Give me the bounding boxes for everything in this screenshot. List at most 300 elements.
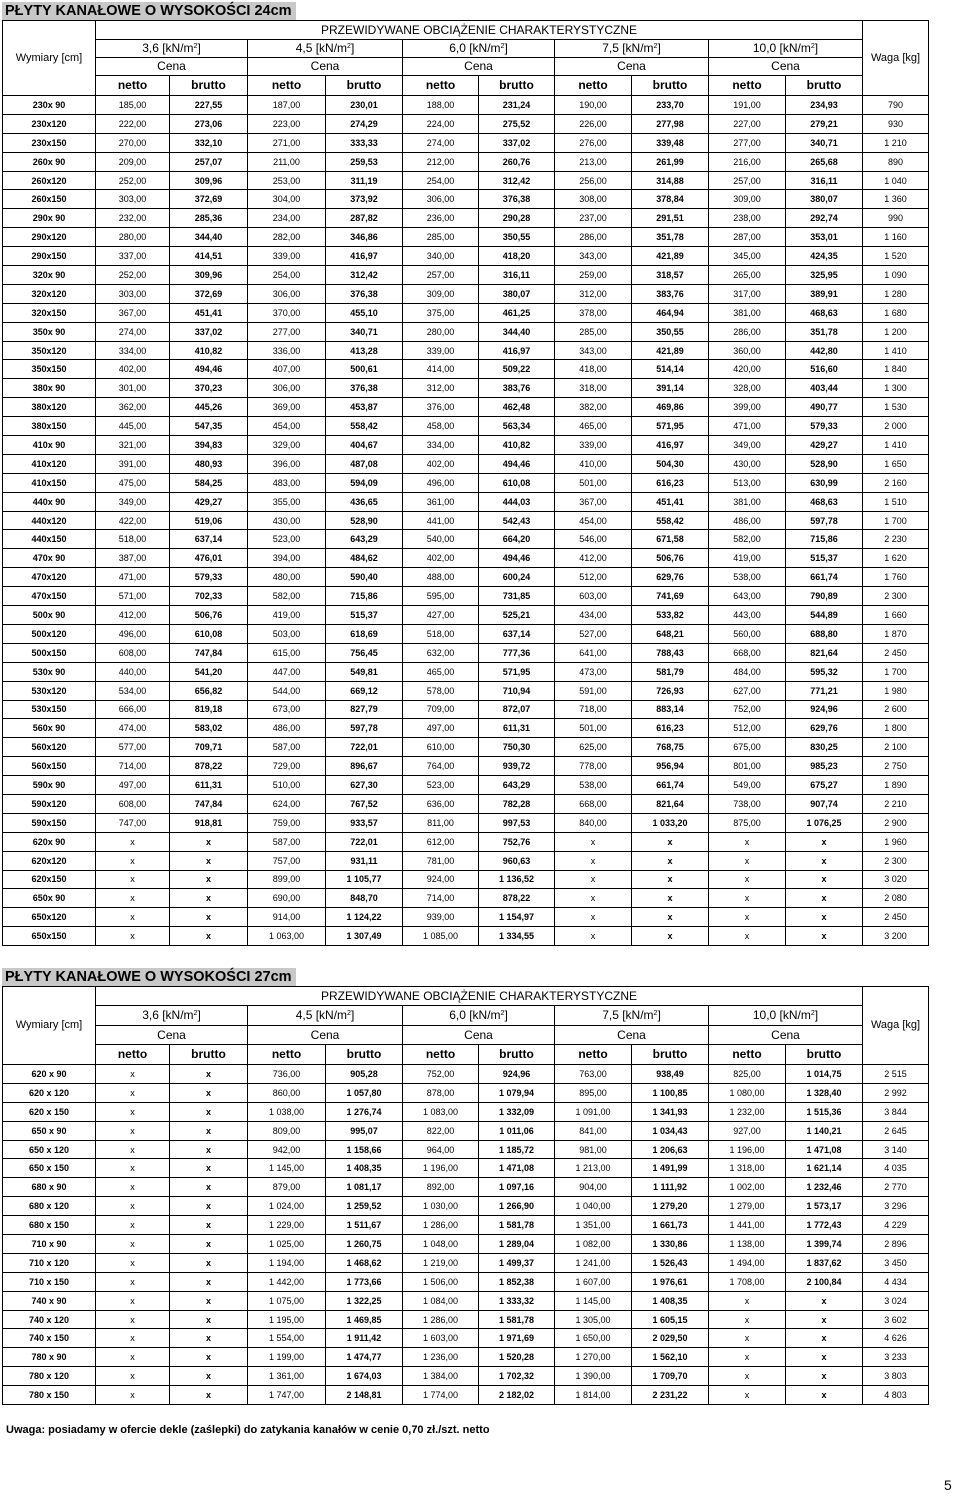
price-cell: 690,00 [248,889,326,908]
price-cell: 497,00 [403,719,479,738]
price-cell: 480,00 [248,568,326,587]
load-group-header [96,1006,248,1026]
price-cell: 373,92 [326,190,403,209]
price-cell: 1 773,66 [326,1272,403,1291]
price-cell: 627,30 [326,776,403,795]
price-cell: 778,00 [555,757,632,776]
price-cell: 403,44 [786,379,863,398]
price-cell: 301,00 [96,379,170,398]
price-cell: 1 002,00 [709,1178,786,1197]
price-cell: 752,00 [403,1065,479,1084]
dimension-cell: 560x 90 [3,719,96,738]
price-cell: 501,00 [555,473,632,492]
price-cell: 223,00 [248,114,326,133]
price-cell: 380,07 [479,284,555,303]
price-cell: 515,37 [326,606,403,625]
price-cell: 261,99 [632,152,709,171]
price-cell: x [170,889,248,908]
price-cell: 722,01 [326,738,403,757]
price-cell: 418,20 [479,247,555,266]
table-row [3,398,929,417]
price-cell: 1 399,74 [786,1235,863,1254]
section-title-24cm: PŁYTY KANAŁOWE O WYSOKOŚCI 24cm [2,2,296,20]
load-group-label: 3,6 [kN/m [142,1008,194,1022]
table-row [3,738,929,757]
dimension-cell: 290x120 [3,228,96,247]
price-cell: 279,21 [786,114,863,133]
load-group-close: ] [814,1008,819,1022]
price-cell: 1 661,73 [632,1216,709,1235]
price-cell: 750,30 [479,738,555,757]
price-cell: 339,48 [632,133,709,152]
price-cell: 1 351,00 [555,1216,632,1235]
price-cell: 764,00 [403,757,479,776]
price-cell: 224,00 [403,114,479,133]
price-cell: 337,00 [96,247,170,266]
table-row [3,209,929,228]
price-cell: 741,69 [632,587,709,606]
netto-header: netto [248,1045,326,1065]
table-row [3,96,929,115]
price-cell: 285,36 [170,209,248,228]
dimension-cell: 380x150 [3,417,96,436]
load-group-label: 7,5 [kN/m [602,1008,654,1022]
price-cell: 546,00 [555,530,632,549]
load-group-close: ] [197,1008,201,1022]
price-cell: 1 038,00 [248,1102,326,1121]
price-cell: x [786,927,863,946]
weight-cell: 1 510 [863,492,929,511]
price-cell: 312,42 [326,266,403,285]
price-cell: 673,00 [248,700,326,719]
price-cell: 321,00 [96,436,170,455]
price-cell: x [170,870,248,889]
price-cell: 370,23 [170,379,248,398]
price-cell: 410,82 [479,436,555,455]
price-cell: 312,42 [479,171,555,190]
price-cell: 777,36 [479,643,555,662]
price-cell: 434,00 [555,606,632,625]
price-cell: 317,00 [709,284,786,303]
table-row [3,303,929,322]
price-cell: 259,00 [555,266,632,285]
load-group-header [403,40,555,58]
price-cell: 1 195,00 [248,1310,326,1329]
table-row [3,530,929,549]
price-cell: 878,22 [170,757,248,776]
dimension-cell: 620x150 [3,870,96,889]
price-cell: x [96,1216,170,1235]
price-cell: 1 097,16 [479,1178,555,1197]
price-cell: 381,00 [709,492,786,511]
weight-cell: 4 434 [863,1272,929,1291]
price-cell: 1 124,22 [326,908,403,927]
price-cell: 875,00 [709,813,786,832]
price-cell: 534,00 [96,681,170,700]
price-cell: 337,02 [479,133,555,152]
price-cell: 376,38 [326,379,403,398]
price-cell: x [709,1367,786,1386]
price-cell: 1 390,00 [555,1367,632,1386]
price-cell: x [170,1140,248,1159]
weight-cell: 1 980 [863,681,929,700]
price-cell: x [170,1121,248,1140]
price-cell: 1 289,04 [479,1235,555,1254]
table-row [3,266,929,285]
price-cell: 942,00 [248,1140,326,1159]
table-row [3,171,929,190]
price-cell: 1 674,03 [326,1367,403,1386]
price-cell: 1 814,00 [555,1386,632,1405]
price-cell: 486,00 [248,719,326,738]
price-cell: 259,53 [326,152,403,171]
load-group-header [96,40,248,58]
price-cell: 367,00 [555,492,632,511]
price-cell: x [786,1310,863,1329]
price-cell: 361,00 [403,492,479,511]
table-row [3,776,929,795]
price-cell: x [170,1065,248,1084]
price-cell: x [96,1197,170,1216]
price-cell: 1 075,00 [248,1291,326,1310]
price-cell: 292,74 [786,209,863,228]
price-cell: 781,00 [403,851,479,870]
table-row [3,624,929,643]
dimension-cell: 650x120 [3,908,96,927]
price-cell: 343,00 [555,247,632,266]
dimension-cell: 620 x 90 [3,1065,96,1084]
price-cell: 265,68 [786,152,863,171]
price-cell: 1 330,86 [632,1235,709,1254]
price-cell: 618,69 [326,624,403,643]
price-header: Cena [403,1026,555,1045]
price-cell: 231,24 [479,96,555,115]
table-row [3,341,929,360]
price-cell: 1 091,00 [555,1102,632,1121]
price-cell: x [96,889,170,908]
price-cell: 191,00 [709,96,786,115]
weight-cell: 1 620 [863,549,929,568]
table-row [3,889,929,908]
price-cell: 985,23 [786,757,863,776]
price-cell: 1 138,00 [709,1235,786,1254]
price-cell: 1 276,74 [326,1102,403,1121]
price-cell: 350,55 [479,228,555,247]
unit-exponent: 2 [500,43,505,50]
price-cell: 276,00 [555,133,632,152]
table-row [3,454,929,473]
table-row [3,1140,929,1159]
price-cell: 416,97 [479,341,555,360]
price-cell: 907,74 [786,794,863,813]
weight-cell: 3 140 [863,1140,929,1159]
price-cell: 541,20 [170,662,248,681]
price-cell: 309,96 [170,171,248,190]
weight-cell: 3 233 [863,1348,929,1367]
price-cell: 841,00 [555,1121,632,1140]
price-cell: 445,26 [170,398,248,417]
price-cell: 1 702,32 [479,1367,555,1386]
weight-cell: 2 450 [863,908,929,927]
price-cell: 610,08 [170,624,248,643]
price-cell: 257,00 [709,171,786,190]
table-row [3,1291,929,1310]
price-cell: 402,00 [96,360,170,379]
price-cell: 549,00 [709,776,786,795]
price-header: Cena [248,1026,403,1045]
price-cell: x [170,1197,248,1216]
price-cell: 462,48 [479,398,555,417]
price-cell: 376,38 [326,284,403,303]
price-cell: 346,86 [326,228,403,247]
dimension-cell: 440x150 [3,530,96,549]
price-cell: 709,00 [403,700,479,719]
price-cell: 688,80 [786,624,863,643]
load-group-close: ] [657,1008,661,1022]
price-cell: 515,37 [786,549,863,568]
price-cell: 290,28 [479,209,555,228]
dimension-cell: 500x120 [3,624,96,643]
price-cell: 394,83 [170,436,248,455]
price-cell: 1 084,00 [403,1291,479,1310]
dimension-cell: 710 x 120 [3,1253,96,1272]
price-cell: x [170,1272,248,1291]
price-cell: 227,00 [709,114,786,133]
price-cell: 636,00 [403,794,479,813]
table-row [3,1083,929,1102]
price-cell: x [786,1348,863,1367]
price-cell: 542,43 [479,511,555,530]
unit-exponent: 2 [500,1010,505,1017]
dimension-cell: 710 x 150 [3,1272,96,1291]
price-cell: 226,00 [555,114,632,133]
price-cell: 709,71 [170,738,248,757]
price-cell: 260,76 [479,152,555,171]
netto-header: netto [403,76,479,96]
price-cell: 763,00 [555,1065,632,1084]
load-group-header [248,40,403,58]
price-cell: 404,67 [326,436,403,455]
price-cell: 416,97 [632,436,709,455]
weight-cell: 1 700 [863,662,929,681]
price-cell: 285,00 [403,228,479,247]
price-cell: 883,14 [632,700,709,719]
weight-cell: 1 840 [863,360,929,379]
price-cell: 303,00 [96,284,170,303]
price-cell: 608,00 [96,794,170,813]
dimension-cell: 780 x 90 [3,1348,96,1367]
unit-exponent: 2 [653,43,658,50]
price-cell: 726,93 [632,681,709,700]
price-cell: 768,75 [632,738,709,757]
price-cell: x [170,1348,248,1367]
price-cell: 540,00 [403,530,479,549]
price-cell: 484,62 [326,549,403,568]
price-cell: x [709,870,786,889]
price-cell: 376,00 [403,398,479,417]
price-cell: 410,00 [555,454,632,473]
price-cell: 661,74 [786,568,863,587]
price-cell: 1 025,00 [248,1235,326,1254]
price-cell: 1 441,00 [709,1216,786,1235]
price-cell: 981,00 [555,1140,632,1159]
price-cell: 611,31 [479,719,555,738]
price-header: Cena [709,58,863,76]
price-cell: x [96,1253,170,1272]
price-cell: 595,00 [403,587,479,606]
weight-cell: 3 602 [863,1310,929,1329]
dimension-cell: 620 x 150 [3,1102,96,1121]
weight-cell: 2 992 [863,1083,929,1102]
unit-exponent: 2 [653,1010,658,1017]
price-cell: x [96,908,170,927]
table-row [3,870,929,889]
price-cell: 325,95 [786,266,863,285]
price-cell: 351,78 [632,228,709,247]
price-cell: x [96,832,170,851]
table-row [3,1102,929,1121]
price-cell: 995,07 [326,1121,403,1140]
price-cell: 516,60 [786,360,863,379]
price-cell: 603,00 [555,587,632,606]
table-row [3,1159,929,1178]
brutto-header: brutto [632,76,709,96]
price-cell: 188,00 [403,96,479,115]
dimension-cell: 320x150 [3,303,96,322]
price-cell: x [170,1310,248,1329]
price-cell: 2 029,50 [632,1329,709,1348]
weight-cell: 1 800 [863,719,929,738]
price-cell: 273,06 [170,114,248,133]
table-row [3,813,929,832]
price-cell: 445,00 [96,417,170,436]
price-cell: 518,00 [403,624,479,643]
price-cell: 821,64 [632,794,709,813]
weight-cell: 3 450 [863,1253,929,1272]
dimension-cell: 350x 90 [3,322,96,341]
price-cell: x [786,832,863,851]
dimension-cell: 560x150 [3,757,96,776]
price-cell: 257,07 [170,152,248,171]
price-cell: 420,00 [709,360,786,379]
price-cell: 474,00 [96,719,170,738]
weight-cell: 2 300 [863,851,929,870]
table-row [3,1178,929,1197]
price-header: Cena [403,58,555,76]
price-cell: 487,08 [326,454,403,473]
price-cell: 879,00 [248,1178,326,1197]
load-group-close: ] [504,1008,508,1022]
price-cell: 571,95 [479,662,555,681]
price-cell: 1 333,32 [479,1291,555,1310]
price-cell: x [96,1367,170,1386]
dimension-cell: 620 x 120 [3,1083,96,1102]
weight-cell: 2 896 [863,1235,929,1254]
price-header: Cena [709,1026,863,1045]
price-cell: x [786,889,863,908]
price-cell: 1 708,00 [709,1272,786,1291]
dimension-cell: 410x120 [3,454,96,473]
price-cell: x [632,908,709,927]
price-cell: 538,00 [709,568,786,587]
price-cell: 494,46 [479,454,555,473]
price-cell: 468,63 [786,492,863,511]
price-cell: 372,69 [170,190,248,209]
price-cell: 514,14 [632,360,709,379]
price-cell: 1 499,37 [479,1253,555,1272]
dimension-cell: 780 x 150 [3,1386,96,1405]
load-group-close: ] [504,41,508,55]
price-cell: 587,00 [248,738,326,757]
price-cell: 1 158,66 [326,1140,403,1159]
price-cell: 461,25 [479,303,555,322]
price-cell: 344,40 [170,228,248,247]
price-cell: 339,00 [403,341,479,360]
price-cell: 469,86 [632,398,709,417]
price-cell: 256,00 [555,171,632,190]
price-cell: 629,76 [786,719,863,738]
weight-cell: 2 515 [863,1065,929,1084]
price-cell: 353,01 [786,228,863,247]
price-cell: 1 469,85 [326,1310,403,1329]
weight-cell: 1 760 [863,568,929,587]
price-cell: 1 384,00 [403,1367,479,1386]
price-cell: 964,00 [403,1140,479,1159]
price-cell: 1 772,43 [786,1216,863,1235]
price-cell: 1 082,00 [555,1235,632,1254]
weight-cell: 2 160 [863,473,929,492]
price-cell: 1 011,06 [479,1121,555,1140]
price-cell: 1 520,28 [479,1348,555,1367]
dimension-cell: 710 x 90 [3,1235,96,1254]
price-cell: 396,00 [248,454,326,473]
price-cell: 2 182,02 [479,1386,555,1405]
price-cell: 668,00 [555,794,632,813]
price-cell: 1 030,00 [403,1197,479,1216]
price-cell: x [786,908,863,927]
price-cell: 453,87 [326,398,403,417]
price-cell: 309,96 [170,266,248,285]
price-table-27cm [2,986,929,1405]
weight-cell: 1 650 [863,454,929,473]
price-cell: x [96,1083,170,1102]
price-cell: 558,42 [632,511,709,530]
price-cell: 455,10 [326,303,403,322]
price-cell: 429,27 [170,492,248,511]
price-cell: 582,00 [248,587,326,606]
price-cell: 931,11 [326,851,403,870]
price-cell: x [96,1235,170,1254]
price-cell: 616,23 [632,473,709,492]
table-row [3,587,929,606]
price-cell: 285,00 [555,322,632,341]
price-cell: 771,21 [786,681,863,700]
price-cell: 2 148,81 [326,1386,403,1405]
price-cell: 501,00 [555,719,632,738]
price-cell: 412,00 [555,549,632,568]
price-cell: x [709,1386,786,1405]
price-cell: 637,14 [479,624,555,643]
price-cell: 471,00 [709,417,786,436]
price-cell: 1 562,10 [632,1348,709,1367]
dimension-cell: 470x150 [3,587,96,606]
weight-cell: 2 750 [863,757,929,776]
dimension-cell: 260x150 [3,190,96,209]
weight-cell: 3 024 [863,1291,929,1310]
dimension-cell: 590x 90 [3,776,96,795]
weight-cell: 3 020 [863,870,929,889]
weight-cell: 1 280 [863,284,929,303]
